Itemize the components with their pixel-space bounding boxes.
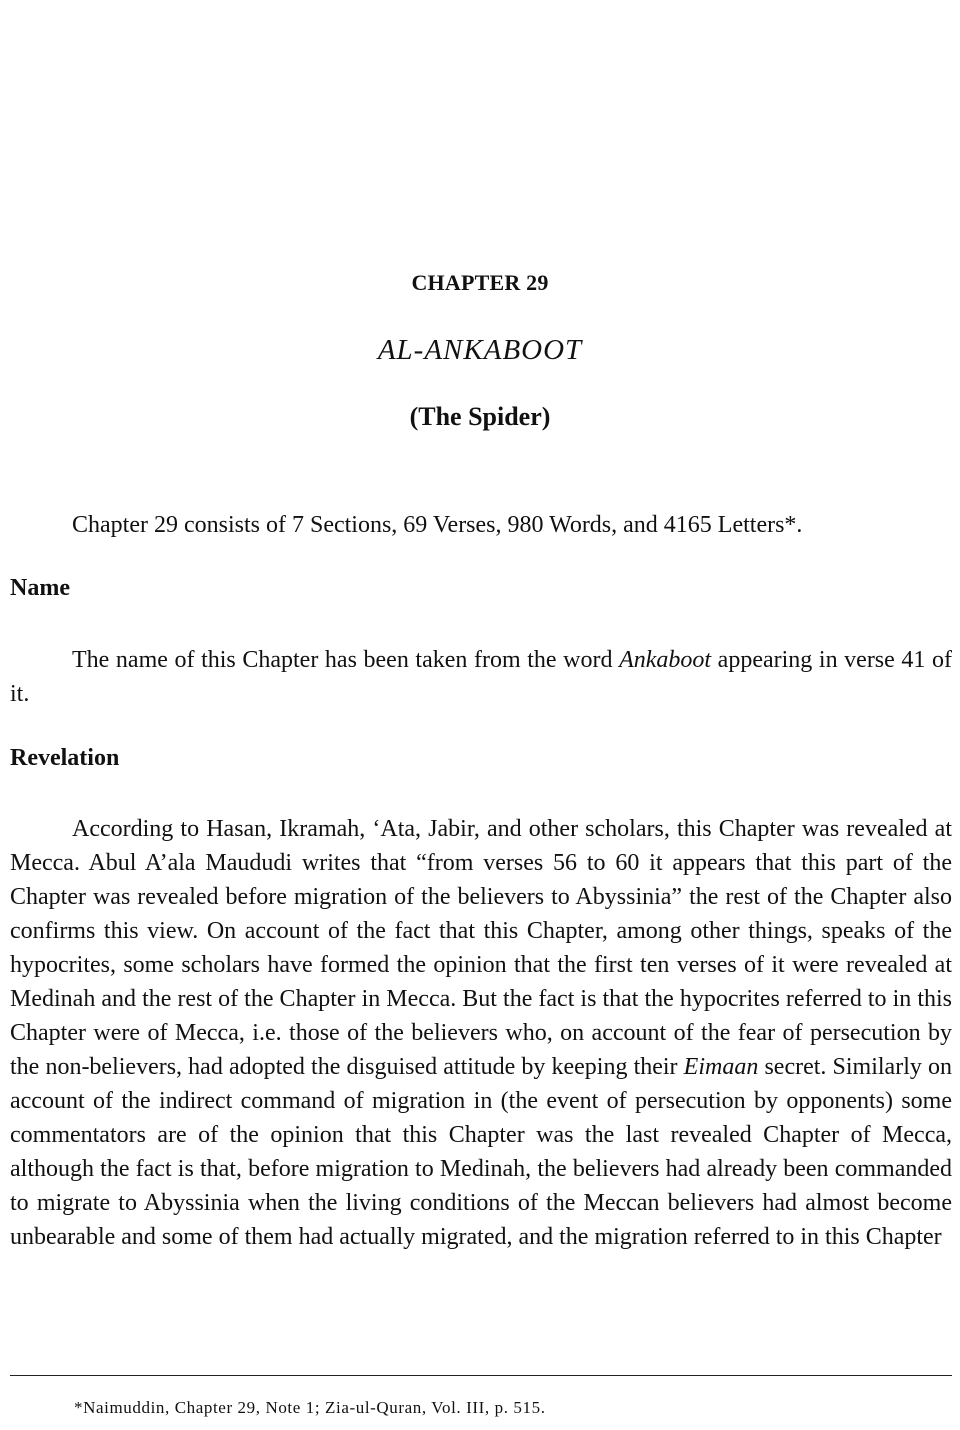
chapter-subtitle: (The Spider) [409, 402, 551, 431]
name-text-before: The name of this Chapter has been taken from the word [72, 647, 620, 673]
chapter-stats: Chapter 29 consists of 7 Sections, 69 Verses, 980 Words, and 4165 Letters*. [72, 512, 803, 538]
chapter-title: AL-ANKABOOT [377, 334, 583, 366]
name-italic-word: Ankaboot [619, 647, 712, 673]
name-text-after: appearing in verse 41 of it. [10, 647, 952, 707]
revelation-text-after: secret. Similarly on account of the indirect command of migration in (the event of persecution by opponents) some commentators are of the opinion that this Chapter was the last revealed Chapter of Mecca, although the fact is that, before migration to Medinah, the believers had already been commanded to migrate to Abyssinia when the living conditions of the Meccan believers had almost become unbearable and some of them had actually migrated, and the migration referred to in this Chapter [10, 1054, 952, 1250]
section-heading-revelation: Revelation [10, 745, 120, 771]
section-heading-name: Name [10, 575, 70, 601]
revelation-paragraph [10, 812, 952, 1254]
footnote-divider [10, 1375, 952, 1376]
revelation-text-before: According to Hasan, Ikramah, ‘Ata, Jabir, and other scholars, this Chapter was revealed at Mecca. Abul A’ala Maududi writes that “from verses 56 to 60 it appears that this part of the Chapter was revealed before migration of the believers to Abyssinia” the rest of the Chapter also confirms this view. On account of the fact that this Chapter, among other things, speaks of the hypocrites, some scholars have formed the opinion that the first ten verses of it were revealed at Medinah and the rest of the Chapter in Mecca. But the fact is that the hypocrites referred to in this Chapter were of Mecca, i.e. those of the believers who, on account of the fear of persecution by the non-believers, had adopted the disguised attitude by keeping their [10, 816, 952, 1080]
chapter-number: CHAPTER 29 [411, 270, 549, 295]
revelation-italic-word: Eimaan [683, 1054, 759, 1080]
name-paragraph [10, 643, 952, 711]
footnote: *Naimuddin, Chapter 29, Note 1; Zia-ul-Quran, Vol. III, p. 515. [74, 1398, 546, 1417]
